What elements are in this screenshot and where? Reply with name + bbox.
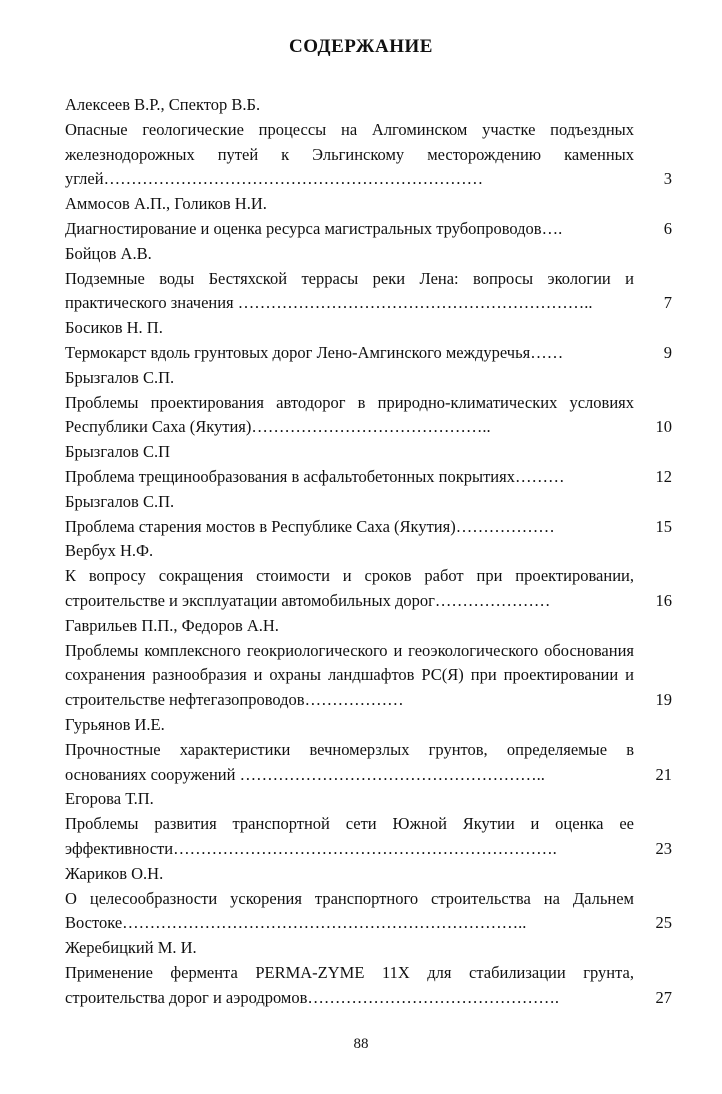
toc-entry-line	[65, 887, 672, 937]
toc-entry-page: 19	[655, 690, 672, 710]
toc-entry-title: О целесообразности ускорения транспортного строительства на Дальнем Востоке………………………………………………………………..	[65, 888, 634, 933]
toc-entry-line	[65, 267, 672, 317]
toc-entry-title: Диагностирование и оценка ресурса магистральных трубопроводов….	[65, 218, 563, 238]
toc-entry-title: Опасные геологические процессы на Алгоминском участке подъездных железнодорожных путей к Эльгинскому месторождению каменных углей……………………………………………………………	[65, 119, 634, 189]
toc-entry-title: Применение фермента PERMA-ZYME 11X для стабилизации грунта, строительства дорог и аэродромов……………………………………….	[65, 962, 634, 1007]
toc-entry-line	[65, 118, 672, 192]
toc-entry-authors: Егорова Т.П.	[65, 789, 154, 809]
toc-entry-title: Подземные воды Бестяхской террасы реки Лена: вопросы экологии и практического значения ………………………………………………………..	[65, 268, 634, 313]
toc-entry-page: 16	[655, 590, 672, 610]
toc-entry-page: 27	[655, 987, 672, 1007]
toc-entry-6	[65, 440, 672, 490]
toc-entry-7	[65, 490, 672, 540]
toc-entry-title: Проблема старения мостов в Республике Саха (Якутия)………………	[65, 516, 555, 536]
toc-entry-page: 21	[655, 764, 672, 784]
toc-entry-authors: Брызгалов С.П.	[65, 367, 175, 387]
toc-entry-1	[65, 93, 672, 192]
toc-entry-title: Проблемы комплексного геокриологического и геоэкологического обоснования сохранения разнообразия и охраны ландшафтов РС(Я) при проектировании и строительстве нефтегазопроводов………………	[65, 640, 634, 710]
toc-entry-page: 10	[655, 417, 672, 437]
toc-entry-page: 15	[655, 516, 672, 536]
toc-entry-2	[65, 192, 672, 242]
toc-entry-authors: Аммосов А.П., Голиков Н.И.	[65, 194, 267, 214]
toc-entry-authors: Гаврильев П.П., Федоров А.Н.	[65, 615, 279, 635]
page-number: 88	[353, 1036, 369, 1052]
page-title: СОДЕРЖАНИЕ	[289, 36, 433, 57]
toc-entry-line	[65, 515, 672, 540]
toc-entry-authors: Гурьянов И.Е.	[65, 714, 165, 734]
toc-entry-authors: Жеребицкий М. И.	[65, 938, 197, 958]
toc-entry-4	[65, 316, 672, 366]
toc-entry-authors: Жариков О.Н.	[65, 863, 164, 883]
toc-entry-line	[65, 961, 672, 1011]
toc-entry-11	[65, 787, 672, 861]
toc-entry-title: Проблемы развития транспортной сети Южной Якутии и оценка ее эффективности…………………………………………………………….	[65, 814, 634, 858]
toc-entry-title: Проблемы проектирования автодорог в природно-климатических условиях Республики Саха (Якутия)……………………………………..	[65, 392, 634, 437]
toc-entry-title: К вопросу сокращения стоимости и сроков работ при проектировании, строительстве и эксплуатации автомобильных дорог…………………	[65, 566, 634, 610]
toc-entry-12	[65, 862, 672, 936]
toc-entry-line	[65, 564, 672, 614]
toc-entry-8	[65, 539, 672, 613]
toc-entry-authors: Босиков Н. П.	[65, 318, 163, 338]
toc-entry-3	[65, 242, 672, 316]
toc-entry-page: 23	[655, 838, 672, 858]
toc-entry-line	[65, 341, 672, 366]
toc-entry-authors: Брызгалов С.П	[65, 442, 171, 462]
toc-entry-9	[65, 614, 672, 713]
table-of-contents	[65, 93, 672, 1010]
toc-entry-authors: Брызгалов С.П.	[65, 491, 175, 511]
toc-entry-title: Термокарст вдоль грунтовых дорог Лено-Амгинского междуречья……	[65, 342, 564, 362]
toc-entry-10	[65, 713, 672, 787]
toc-entry-5	[65, 366, 672, 440]
toc-entry-authors: Алексеев В.Р., Спектор В.Б.	[65, 95, 261, 114]
toc-entry-13	[65, 936, 672, 1010]
toc-entry-page: 25	[655, 913, 672, 933]
toc-entry-title: Прочностные характеристики вечномерзлых грунтов, определяемые в основаниях сооружений ………………………………………………..	[65, 739, 634, 784]
toc-entry-page: 9	[663, 342, 672, 362]
toc-entry-page: 12	[655, 466, 672, 486]
toc-entry-page: 3	[663, 169, 672, 189]
toc-entry-line	[65, 217, 672, 242]
toc-entry-page: 7	[663, 293, 672, 313]
toc-entry-title: Проблема трещинообразования в асфальтобетонных покрытиях………	[65, 466, 565, 486]
toc-entry-line	[65, 465, 672, 490]
toc-entry-authors: Вербух Н.Ф.	[65, 541, 154, 561]
toc-entry-line	[65, 639, 672, 713]
toc-entry-line	[65, 812, 672, 862]
toc-entry-authors: Бойцов А.В.	[65, 243, 152, 263]
toc-entry-line	[65, 738, 672, 788]
toc-entry-line	[65, 391, 672, 441]
toc-entry-page: 6	[663, 218, 672, 238]
